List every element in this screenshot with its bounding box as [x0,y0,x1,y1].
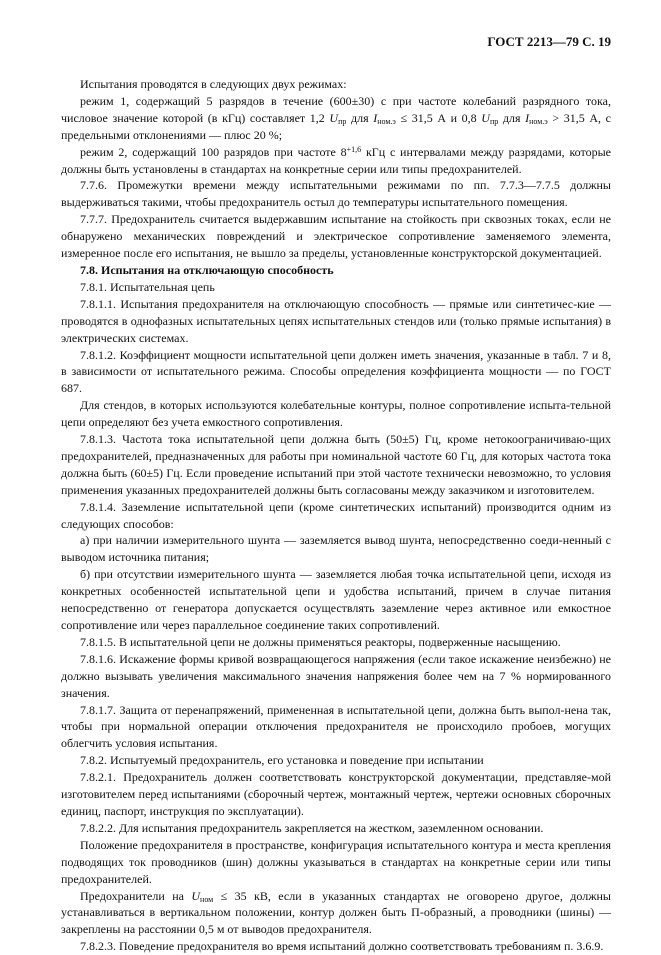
subscript: ном [200,894,214,904]
paragraph: а) при наличии измерительного шунта — заземляется вывод шунта, непосредственно соеди-ненный с выводом источника питания; [61,533,611,565]
paragraph: 7.8.2. Испытуемый предохранитель, его установка и поведение при испытании [80,753,484,768]
subscript: ном.э [377,116,396,126]
document-body [61,76,611,955]
symbol: U [481,110,490,125]
text: режим 1, содержащий 5 разрядов в течение (600±30) с при частоте колебаний разрядного тока, числовое значение которой (в кГц) составляет 1,2 [61,93,611,125]
paragraph: 7.8.2.2. Для испытания предохранитель закрепляется на жестком, заземленном основании. [80,820,544,835]
paragraph [61,93,611,144]
paragraph: 7.8.1. Испытательная цепь [80,279,215,294]
symbol: U [191,888,201,903]
superscript: +1,6 [346,144,362,154]
paragraph: 7.8.1.2. Коэффициент мощности испытательной цепи должен иметь значения, указанные в табл. 7 и 8, в зависимости от испытательного режима. Способы определения коэффициента мощности — по ГОСТ 687. [61,347,611,396]
paragraph: 7.8.1.6. Искажение формы кривой возвращающегося напряжения (если такое искажение неизбежно) не должно вызывать увеличения максимального значения напряжения более чем на 7 % нормированного значения. [61,651,611,700]
symbol: U [329,110,339,125]
subscript: ном.э [529,116,548,126]
paragraph: 7.8.2.1. Предохранитель должен соответствовать конструкторской документации, представляе-мой изготовителем перед испытаниями (сборочный чертеж, монтажный чертеж, чертежи основных сборочных единиц, паспорт, инструкция по эксплуатации). [61,770,611,818]
paragraph [61,144,611,178]
paragraph [61,888,611,939]
paragraph: Для стендов, в которых используются колебательные контуры, полное сопротивление испыта-тельной цепи определяют без учета емкостного сопротивления. [61,398,611,430]
paragraph: 7.7.6. Промежутки времени между испытательными режимами по пп. 7.7.3—7.7.5 должны выдерживаться такими, чтобы предохранитель остыл до температуры испытательного помещения. [61,178,611,210]
paragraph: 7.7.7. Предохранитель считается выдержавшим испытание на стойкость при сквозных токах, если не обнаружено механических повреждений и электрическое сопротивление заменяемого элемента, измеренное после его испытания, не вышло за пределы, установленные конструкторской документацией. [61,212,611,261]
text: > 31,5 А, с предельными отклонениями — плюс 20 %; [61,110,611,142]
paragraph: б) при отсутствии измерительного шунта — заземляется любая точка испытательной цепи, исходя из конкретных особенностей испытательной цепи и удобства испытаний, причем в случае питания непосредственно от генератора допускается осуществлять заземление через активное или емкостное сопротивление или через параллельное соединение таких сопротивлений. [61,567,611,632]
paragraph: 7.8.2.3. Поведение предохранителя во время испытаний должно соответствовать требованиям п. 3.6.9. [80,939,604,954]
paragraph: 7.8.1.3. Частота тока испытательной цепи должна быть (50±5) Гц, кроме нетокоограничиваю-щих предохранителей, предназначенных для работы при номинальной частоте 60 Гц, для которых частота тока должна быть (60±5) Гц. Если проведение испытаний при этой частоте технически невозможно, то условия применения указанных предохранителей должны быть согласованы между заказчиком и изготовителем. [61,432,611,497]
paragraph: 7.8.1.5. В испытательной цепи не должны применяться реакторы, подверженные насыщению. [80,634,561,649]
subscript: пр [489,116,499,126]
text: Предохранители на [80,888,192,903]
paragraph: 7.8.1.1. Испытания предохранителя на отключающую способность — прямые или синтетичес-кие — проводятся в однофазных испытательных цепях испытательных стендов или (только прямые испытания) в электрических системах. [61,296,611,345]
text: режим 2, содержащий 100 разрядов при частоте 8 [80,144,347,159]
section-heading: 7.8. Испытания на отключающую способность [80,262,334,277]
page-header: ГОСТ 2213—79 С. 19 [487,34,611,49]
text: кГц с интервалами между разрядами, которые должны быть установлены в стандартах на конкретные серии или типы предохранителей. [61,144,611,176]
subscript: пр [338,116,347,126]
paragraph: Испытания проводятся в следующих двух режимах: [80,77,347,91]
text: для [346,110,374,125]
symbol: I [525,110,530,125]
symbol: I [373,110,378,125]
paragraph: 7.8.1.7. Защита от перенапряжений, примененная в испытательной цепи, должна быть выпол-нена так, чтобы при нормальной операции отключения предохранителя не происходило пробоев, могущих облегчить условия испытания. [61,702,611,751]
text: для [498,110,526,125]
text: ≤ 35 кВ, если в указанных стандартах не оговорено другое, должны устанавливаться в вертикальном положении, контур должен быть П-образный, а проводники (шины) — закреплены на расстоянии 0,5 м от выводов предохранителя. [61,888,611,937]
paragraph: 7.8.1.4. Заземление испытательной цепи (кроме синтетических испытаний) производится одним из следующих способов: [61,499,611,531]
paragraph: Положение предохранителя в пространстве, конфигурация испытательного контура и места крепления подводящих ток проводников (шин) должны указываться в стандартах на конкретные серии или типы предохранителей. [61,837,611,886]
text: ≤ 31,5 А и 0,8 [395,110,482,125]
